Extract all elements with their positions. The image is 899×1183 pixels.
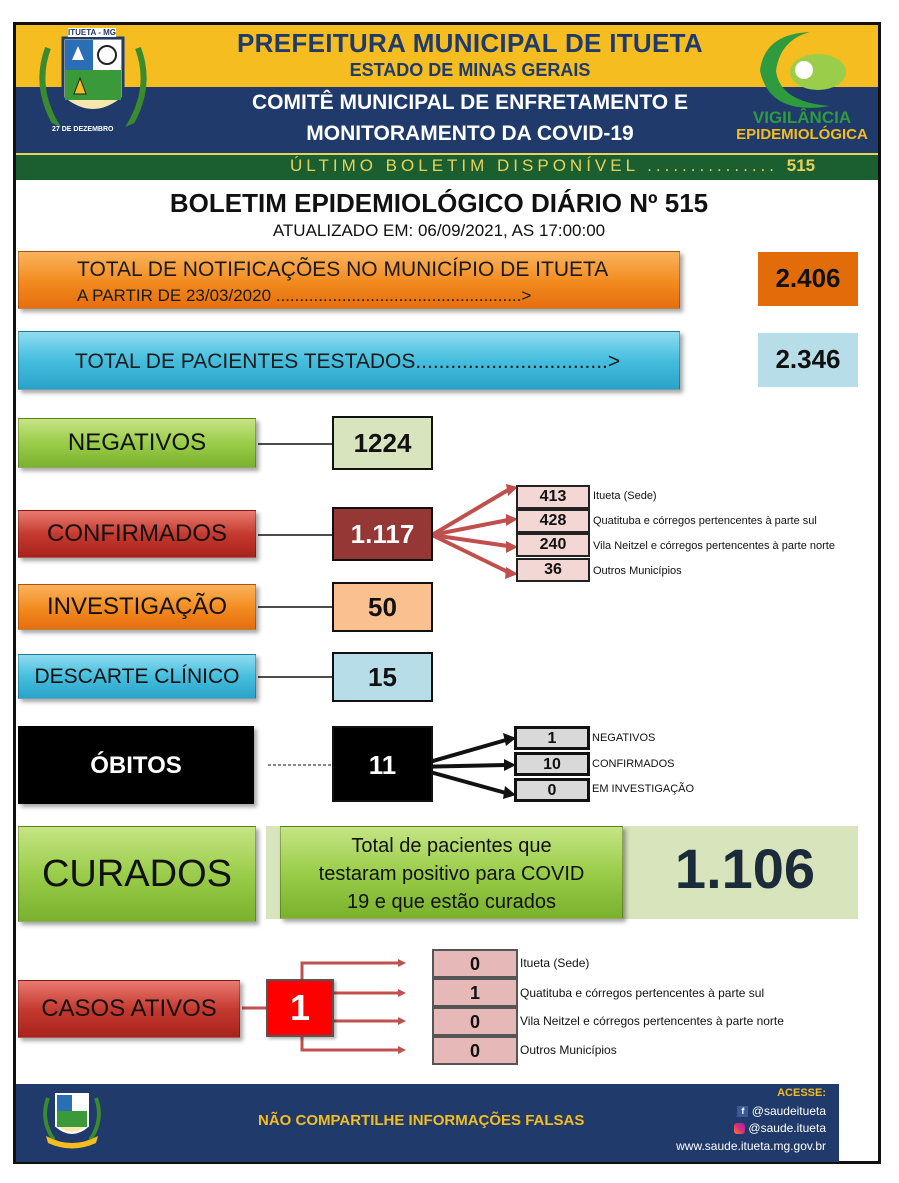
active-sede-label: Itueta (Sede) (520, 956, 590, 970)
cured-desc-line1: Total de pacientes que (351, 835, 552, 857)
tested-value: 2.346 (758, 333, 858, 387)
deaths-label: ÓBITOS (90, 752, 182, 779)
discard-bar (18, 654, 256, 699)
footer-website[interactable]: www.saude.itueta.mg.gov.br (676, 1139, 826, 1153)
confirmed-sede-label: Itueta (Sede) (593, 490, 657, 502)
last-bulletin-label: ÚLTIMO BOLETIM DISPONÍVEL ............... (290, 156, 779, 175)
instagram-icon (734, 1123, 745, 1134)
tested-label: TOTAL DE PACIENTES TESTADOS.................................> (75, 350, 621, 373)
crest-top-text: ITUETA - MG (68, 28, 116, 37)
investigation-label: INVESTIGAÇÃO (46, 593, 228, 620)
deaths-confirmed-value: 10 (514, 752, 590, 776)
cured-value: 1.106 (674, 837, 816, 900)
cured-desc-line3: 19 e que estão curados (346, 891, 557, 913)
investigation-value: 50 (332, 582, 433, 632)
cured-desc-line2: testaram positivo para COVID (318, 863, 585, 885)
active-quatituba-label: Quatituba e córregos pertencentes à parte sul (520, 986, 765, 1000)
cured-bar (18, 826, 256, 922)
deaths-bar (18, 726, 254, 804)
discard-value: 15 (332, 652, 433, 702)
confirmed-quatituba-label: Quatituba e córregos pertencentes à parte sul (593, 515, 817, 527)
notifications-label-line1: TOTAL DE NOTIFICAÇÕES NO MUNICÍPIO DE ITUETA (77, 258, 609, 281)
notifications-value: 2.406 (758, 252, 858, 306)
header-title: PREFEITURA MUNICIPAL DE ITUETA (237, 28, 703, 58)
discard-label: DESCARTE CLÍNICO (34, 665, 240, 688)
negatives-value: 1224 (332, 416, 433, 470)
footer-facebook[interactable] (640, 1104, 826, 1118)
facebook-icon: f (737, 1106, 748, 1117)
deaths-confirmed-label: CONFIRMADOS (592, 758, 675, 770)
confirmed-label: CONFIRMADOS (47, 520, 227, 547)
deaths-negative-value: 1 (514, 726, 590, 750)
bulletin-title: BOLETIM EPIDEMIOLÓGICO DIÁRIO Nº 515 (169, 188, 709, 218)
footer-access-label: ACESSE: (777, 1087, 826, 1099)
active-vila-neitzel-value: 0 (432, 1007, 518, 1036)
deaths-value: 11 (332, 726, 433, 802)
header-committee-line2: MONITORAMENTO DA COVID-19 (306, 122, 634, 145)
active-outros-label: Outros Municípios (520, 1043, 617, 1057)
deaths-investigation-label: EM INVESTIGAÇÃO (592, 783, 695, 795)
confirmed-outros-value: 36 (516, 558, 590, 582)
footer-message: NÃO COMPARTILHE INFORMAÇÕES FALSAS (258, 1112, 585, 1129)
confirmed-value: 1.117 (332, 507, 433, 561)
active-value: 1 (266, 979, 334, 1037)
instagram-handle: @saude.itueta (748, 1121, 826, 1135)
active-sede-value: 0 (432, 949, 518, 978)
cured-label: CURADOS (41, 853, 233, 895)
notifications-label-line2: A PARTIR DE 23/03/2020 ....................................................> (77, 286, 532, 305)
active-vila-neitzel-label: Vila Neitzel e córregos pertencentes à parte norte (520, 1014, 784, 1028)
confirmed-sede-value: 413 (516, 485, 590, 509)
header-state: ESTADO DE MINAS GERAIS (349, 60, 591, 80)
active-outros-value: 0 (432, 1036, 518, 1065)
confirmed-vila-neitzel-value: 240 (516, 533, 590, 557)
active-bar (18, 980, 240, 1038)
logo-vigilancia-text: VIGILÂNCIA (752, 108, 852, 127)
confirmed-bar (18, 510, 256, 558)
confirmed-quatituba-value: 428 (516, 509, 590, 533)
confirmed-outros-label: Outros Municípios (593, 565, 682, 577)
notifications-bar (18, 251, 680, 309)
active-label: CASOS ATIVOS (41, 995, 217, 1022)
tested-bar (18, 331, 680, 390)
facebook-handle: @saudeitueta (751, 1104, 826, 1118)
bulletin-updated: ATUALIZADO EM: 06/09/2021, AS 17:00:00 (272, 221, 606, 240)
active-quatituba-value: 1 (432, 978, 518, 1007)
investigation-bar (18, 584, 256, 630)
negatives-label: NEGATIVOS (67, 429, 207, 456)
crest-bottom-text: 27 DE DEZEMBRO (52, 126, 114, 133)
logo-epidemiologica-text: EPIDEMIOLÓGICA (736, 126, 868, 143)
last-bulletin-number: 515 (786, 156, 816, 175)
footer-crest-logo (38, 1088, 106, 1152)
negatives-bar (18, 418, 256, 468)
cured-description-box (280, 826, 623, 919)
deaths-investigation-value: 0 (514, 778, 590, 802)
confirmed-vila-neitzel-label: Vila Neitzel e córregos pertencentes à parte norte (593, 540, 835, 552)
deaths-negative-label: NEGATIVOS (592, 732, 656, 744)
header-committee-line1: COMITÊ MUNICIPAL DE ENFRETAMENTO E (252, 91, 688, 114)
footer-instagram[interactable] (640, 1121, 826, 1135)
